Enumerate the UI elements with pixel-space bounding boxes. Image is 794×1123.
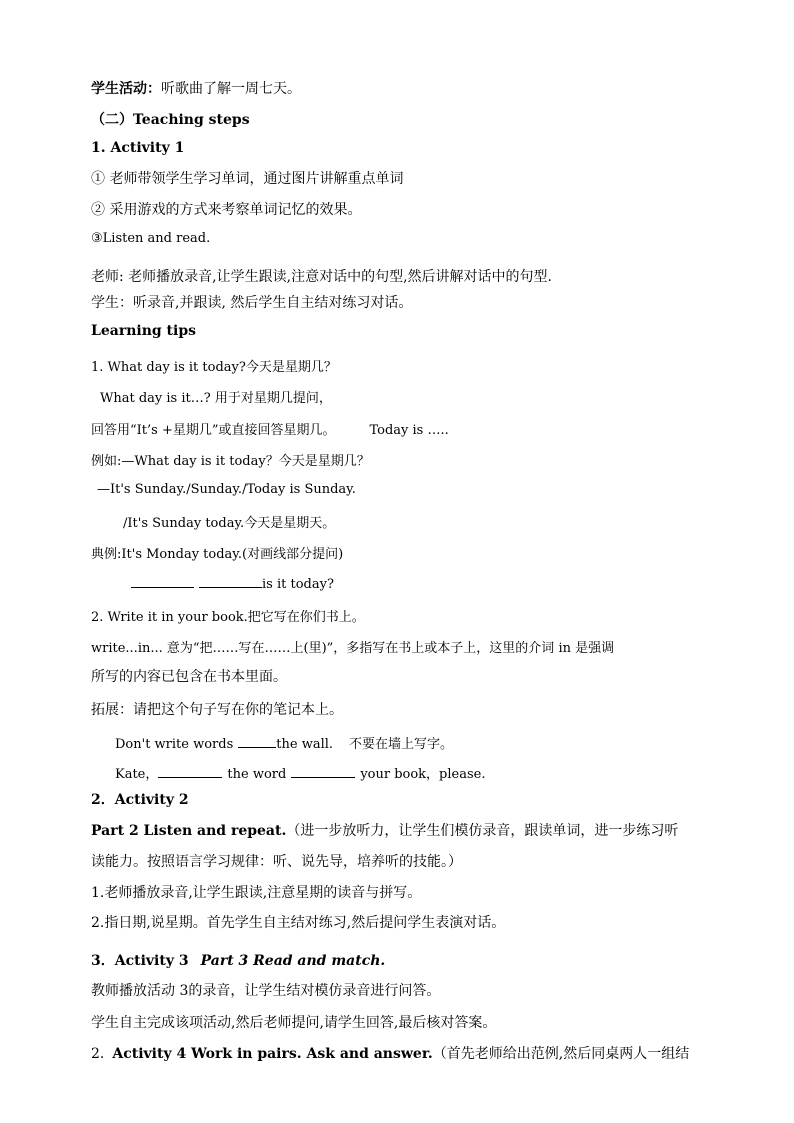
answer-rule-text: 回答用“It’s +星期几”或直接回答星期几。 [91,423,336,438]
student-activity-label: 学生活动： [91,81,161,97]
part-3-title: Part 3 Read and match. [200,953,386,969]
activity-4-description: （首先老师给出范例,然后同桌两人一组结 [432,1046,690,1062]
part-2-title: Part 2 Listen and repeat. [91,823,287,839]
tip-1-usage: What day is it…? 用于对星期几提问， [100,391,332,406]
step-1-text: ① 老师带领学生学习单词，通过图片讲解重点单词 [91,171,404,187]
part-2-description-cont: 读能力。按照语言学习规律：听、说先导，培养听的技能。） [91,854,462,870]
verb-blank[interactable] [158,765,222,778]
activity-2-heading: 2．Activity 2 [91,792,189,808]
dont-write-text: Don't write words [115,737,234,752]
preposition-blank[interactable] [238,735,276,748]
activity-3-label: 3．Activity 3 [91,953,189,969]
learning-tips-heading: Learning tips [91,323,196,339]
tip-2-explanation-cont: 所写的内容已包含在书本里面。 [91,669,287,685]
step-3-text: ③Listen and read. [91,231,211,246]
is-it-today-text: is it today? [262,577,334,592]
activity-3-student-line: 学生自主完成该项活动,然后老师提问,请学生回答,最后核对答案。 [91,1015,497,1031]
tip-1-question: 1. What day is it today?今天是星期几？ [91,360,337,375]
step-2-text: ② 采用游戏的方式来考察单词记忆的效果。 [91,202,362,218]
section-heading-teaching-steps: （二）Teaching steps [91,112,250,128]
answer-blank[interactable] [199,575,262,588]
activity-4-number: 2. [91,1046,105,1062]
today-is-text: Today is ….. [369,423,449,438]
activity-2-step-1: 1.老师播放录音,让学生跟读,注意星期的读音与拼写。 [91,885,422,901]
extension-example-2 [115,763,485,782]
the-word-text: the word [227,767,287,782]
student-activity-line [91,78,301,98]
teacher-line: 老师: 老师播放录音,让学生跟读,注意对话中的句型,然后讲解对话中的句型. [91,269,552,285]
example-line-1: 例如:—What day is it today？今天是星期几？ [91,454,370,469]
example-line-3: /It's Sunday today.今天是星期天。 [123,516,336,531]
activity-1-heading: 1. Activity 1 [91,140,185,156]
activity-4-line [91,1043,689,1063]
kate-text: Kate， [115,767,159,782]
activity-2-step-2: 2.指日期,说星期。首先学生自主结对练习,然后提问学生表演对话。 [91,915,506,931]
part-2-description: （进一步放听力，让学生们模仿录音，跟读单词，进一步练习听 [286,823,679,839]
part-2-line [91,820,678,840]
student-line: 学生：听录音,并跟读, 然后学生自主结对练习对话。 [91,295,413,311]
typical-example-line: 典例:It's Monday today.(对画线部分提问) [91,547,344,562]
the-wall-text: the wall. [276,737,334,752]
activity-3-heading [91,950,385,970]
student-activity-text: 听歌曲了解一周七天。 [161,81,301,97]
translation-text: 不要在墙上写字。 [349,737,454,752]
tip-1-answer-rule [91,419,449,438]
tip-2-heading: 2. Write it in your book.把它写在你们书上。 [91,610,365,625]
activity-4-title: Activity 4 Work in pairs. Ask and answer. [112,1046,433,1062]
extension-example-1 [115,733,453,752]
typical-example-blanks [131,575,334,592]
example-line-2: —It's Sunday./Sunday./Today is Sunday. [97,482,356,497]
activity-3-teacher-line: 教师播放活动 3的录音，让学生结对模仿录音进行问答。 [91,983,441,999]
preposition-blank[interactable] [291,765,355,778]
answer-blank[interactable] [131,575,194,588]
extension-line: 拓展：请把这个句子写在你的笔记本上。 [91,702,343,718]
tip-2-explanation: write...in... 意为“把……写在……上(里)”，多指写在书上或本子上，这里的介词 in 是强调 [91,641,615,656]
your-book-text: your book，please. [360,767,486,782]
